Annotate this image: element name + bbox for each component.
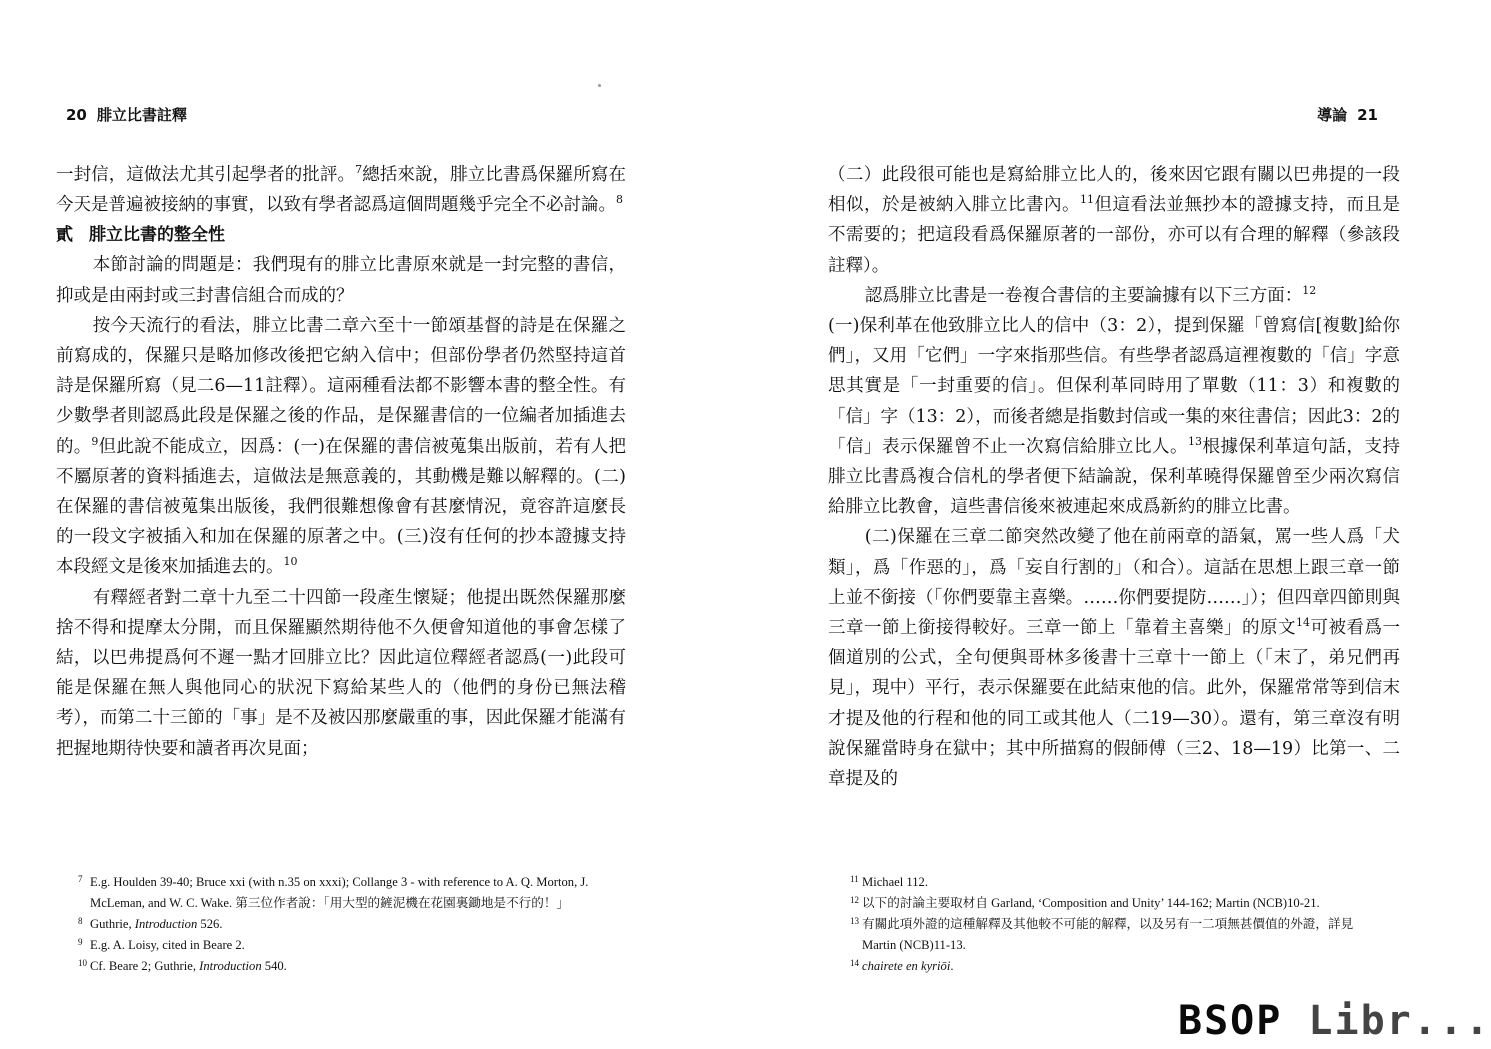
right-paragraph-2: 認爲腓立比書是一卷複合書信的主要論據有以下三方面：$^{12}$	[864, 283, 1317, 306]
footnote-ref-11: 11	[1080, 193, 1094, 207]
right-page-number: 21	[1357, 106, 1378, 124]
footnote-ref-7: 7	[355, 163, 363, 177]
right-paragraph-4: (二)保羅在三章二節突然改變了他在前兩章的語氣，罵一些人爲「犬類」，爲「作惡的」，爲「妄自行割的」（和合）。這話在思想上跟三章一節上並不銜接（「你們要靠主喜樂。……你們要提防……」）；但四章四節則與三章一節上銜接得較好。三章一節上「靠着主喜樂」的原文$^{14}$可被看爲一個道別的公式，全句便與哥林多後書十三章十一節上（「末了，弟兄們再見」，現中）平行，表示保羅要在此結束他的信。此外，保羅常常等到信末才提及他的行程和他的同工或其他人（二19—30）。還有，第三章沒有明說保羅當時身在獄中；其中所描寫的假師傅（三2、18—19）比第一、二章提及的	[828, 527, 1400, 790]
right-page	[780, 0, 1400, 1049]
right-running-title: 導論	[1317, 106, 1348, 124]
left-page	[0, 0, 680, 1049]
scan-speck	[598, 84, 601, 87]
right-paragraph-1: （二）此段很可能也是寫給腓立比人的，後來因它跟有關以巴弗提的一段相似，於是被納入腓立比書內。$^{11}$但這看法並無抄本的證據支持，而且是不需要的；把這段看爲保羅原著的一部份，亦可以有合理的解釋（參該段註釋）。	[828, 165, 1400, 276]
section-heading	[56, 220, 626, 250]
footnote-ref-13: 13	[1188, 435, 1202, 448]
section-number: 貳	[56, 225, 73, 246]
footnote-7: 7 E.g. Houlden 39-40; Bruce xxi (with n.35 on xxxi); Collange 3 - with reference to A. Q. Morton, J. McLeman, and W. C. Wake. 第三位作者說：「用大型的鏟泥機在花園裏鋤地是不行的！」	[78, 874, 589, 910]
right-footnotes	[850, 872, 1370, 977]
library-stamp: BSOP Libr...	[1178, 998, 1491, 1044]
footnote-ref-9: 9	[91, 434, 99, 448]
footnote-ref-10: 10	[283, 555, 298, 569]
footnote-12: 12 以下的討論主要取材自 Garland, ‘Composition and Unity’ 144-162; Martin (NCB)10-21.	[850, 895, 1320, 910]
left-paragraph-1: 一封信，這做法尤其引起學者的批評。$^7$總括來說，腓立比書爲保羅所寫在今天是普遍被接納的事實，以致有學者認爲這個問題幾乎完全不必討論。$^8$	[56, 163, 626, 216]
left-paragraph-4: 有釋經者對二章十九至二十四節一段產生懷疑；他提出既然保羅那麼捨不得和提摩太分開，而且保羅顯然期待他不久便會知道他的事會怎樣了結，以巴弗提爲何不遲一點才回腓立比？因此這位釋經者認爲(一)此段可能是保羅在無人與他同心的狀況下寫給某些人的（他們的身份已無法稽考），而第二十三節的「事」是不及被囚那麼嚴重的事，因此保羅才能滿有把握地期待快要和讀者再次見面；	[56, 587, 626, 759]
left-paragraph-2: 本節討論的問題是：我們現有的腓立比書原來就是一封完整的書信，抑或是由兩封或三封書信組合而成的？	[56, 255, 626, 306]
left-page-number: 20	[66, 106, 87, 124]
footnote-8: 8 Guthrie, Introduction 526.	[78, 916, 223, 931]
left-body-text	[56, 160, 626, 764]
right-paragraph-3: (一)保利革在他致腓立比人的信中（3：2），提到保羅「曾寫信[複數]給你們」，又用「它們」一字來指那些信。有些學者認爲這裡複數的「信」字意思其實是「一封重要的信」。但保利革同時用了單數（11：3）和複數的「信」字（13：2），而後者總是指數封信或一集的來往書信；因此3：2的「信」表示保羅曾不止一次寫信給腓立比人。$^{13}$根據保利革這句話，支持腓立比書爲複合信札的學者便下結論說，保利革曉得保羅曾至少兩次寫信給腓立比教會，這些書信後來被連起來成爲新約的腓立比書。	[828, 316, 1400, 518]
left-footnotes	[78, 872, 618, 977]
left-running-title: 腓立比書註釋	[96, 106, 187, 124]
footnote-11: 11 Michael 112.	[850, 874, 928, 889]
footnote-13: 13 有關此項外證的這種解釋及其他較不可能的解釋，以及另有一二項無甚價值的外證，詳見 Martin (NCB)11-13.	[850, 916, 1354, 952]
footnote-10: 10 Cf. Beare 2; Guthrie, Introduction 540.	[78, 958, 287, 973]
left-paragraph-3: 按今天流行的看法，腓立比書二章六至十一節頌基督的詩是在保羅之前寫成的，保羅只是略加修改後把它納入信中；但部份學者仍然堅持這首詩是保羅所寫（見二6—11註釋）。這兩種看法都不影響本書的整全性。有少數學者則認爲此段是保羅之後的作品，是保羅書信的一位編者加插進去的。$^9$但此說不能成立，因爲：(一)在保羅的書信被蒐集出版前，若有人把不屬原著的資料插進去，這做法是無意義的，其動機是難以解釋的。(二)在保羅的書信被蒐集出版後，我們很難想像會有甚麼情況，竟容許這麼長的一段文字被插入和加在保羅的原著之中。(三)沒有任何的抄本證據支持本段經文是後來加插進去的。$^{10}$	[56, 315, 627, 578]
left-running-header	[56, 104, 187, 125]
right-body-text	[828, 160, 1400, 794]
footnote-ref-8: 8	[616, 193, 623, 207]
footnote-ref-14: 14	[1296, 616, 1310, 630]
footnote-9: 9 E.g. A. Loisy, cited in Beare 2.	[78, 937, 245, 952]
right-running-header	[1317, 104, 1388, 125]
footnote-ref-12: 12	[1302, 283, 1317, 297]
section-title: 腓立比書的整全性	[89, 225, 225, 246]
footnote-14: 14 chairete en kyriōi.	[850, 958, 954, 973]
